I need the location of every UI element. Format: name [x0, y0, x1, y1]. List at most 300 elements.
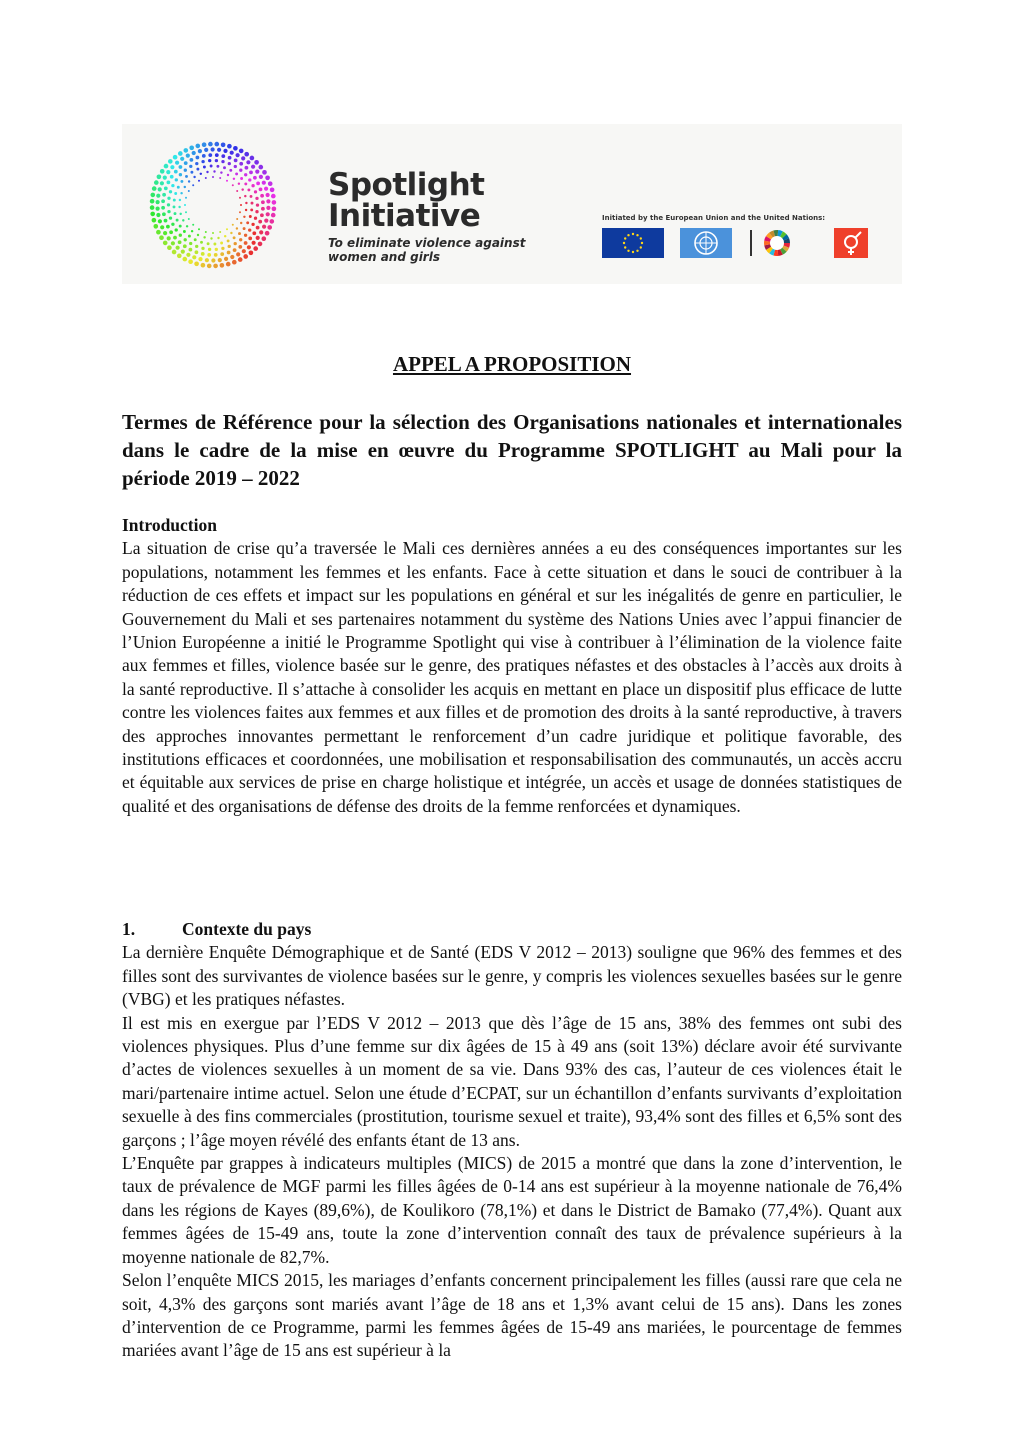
ring-dot — [193, 176, 195, 178]
ring-dot — [220, 242, 223, 245]
ring-dot — [235, 172, 238, 175]
ring-dot — [267, 225, 272, 230]
ring-dot — [189, 145, 194, 150]
ring-dot — [215, 153, 219, 157]
ring-dot — [229, 169, 232, 172]
ring-dot — [174, 170, 178, 174]
ring-dot — [170, 165, 174, 169]
ring-dot — [167, 197, 170, 200]
ring-dot — [211, 147, 215, 151]
ring-dot — [185, 211, 187, 213]
ring-dot — [181, 250, 185, 254]
ring-dot — [195, 144, 200, 149]
ring-dot — [152, 218, 157, 223]
ring-dot — [167, 203, 170, 206]
ring-dot — [230, 255, 234, 259]
ring-dot — [210, 165, 213, 168]
ring-dot — [271, 194, 276, 199]
ring-dot — [196, 168, 199, 171]
ring-dot — [169, 230, 173, 234]
ring-dot — [238, 182, 240, 184]
ring-dot — [220, 263, 225, 268]
ring-dot — [236, 227, 238, 229]
ring-dot — [177, 186, 180, 189]
ring-dot — [234, 242, 237, 245]
ring-dot — [179, 173, 182, 176]
ring-dot — [256, 203, 259, 206]
ring-dot — [178, 240, 182, 244]
ring-dot — [248, 237, 252, 241]
ring-dot — [233, 146, 238, 151]
ring-dot — [180, 192, 182, 194]
document-subtitle: Termes de Référence pour la sélection des Organisations nationales et internationales dans le cadre de la mise en œuvre du Programme SPOTLIGHT au Mali pour la période 2019 – 2022 — [122, 410, 902, 490]
ring-dot — [208, 142, 213, 147]
ring-dot — [195, 245, 198, 248]
ring-dot — [216, 165, 219, 168]
ring-dot — [247, 245, 251, 249]
ring-dot — [219, 177, 221, 179]
context-paragraph-2: Il est mis en exergue par l’EDS V 2012 – 2013 que dès l’âge de 15 ans, 38% des femmes ont subi des violences physiques. Plus d’une femme sur dix âgées de 15 à 49 ans (soit 13%) déclare avoir été survivante d’actes de violences sexuelles à un moment de sa vie. Dans 93% des cas, l’auteur de ces violences était le mari/partenaire intime actuel. Selon une étude d’ECPAT, sur un échantillon d’enfants survivants d’exploitation sexuelle à des fins commerciales (prostitution, tourisme sexuel et traite), 93,4% sont des filles et 6,5% sont des garçons ; l’âge moyen révélé des enfants étant de 13 ans. — [122, 1012, 902, 1150]
ring-dot — [262, 170, 267, 175]
ring-dot — [183, 148, 188, 153]
ring-dot — [258, 242, 263, 247]
ring-dot — [241, 156, 245, 160]
ring-dot — [232, 260, 237, 265]
ring-dot — [238, 245, 242, 249]
eu-star — [632, 233, 634, 235]
ring-dot — [197, 234, 199, 236]
ring-dot — [234, 159, 238, 163]
ring-dot — [239, 149, 244, 154]
ring-dot — [236, 190, 238, 192]
ring-dot — [153, 224, 158, 229]
ring-dot — [195, 162, 198, 165]
ring-dot — [198, 228, 200, 230]
ring-dot — [169, 190, 172, 193]
ring-dot — [201, 252, 205, 256]
ring-dot — [255, 197, 258, 200]
ring-dot — [190, 171, 193, 174]
ring-dot — [156, 207, 160, 211]
ring-dot — [154, 180, 159, 185]
ring-dot — [172, 250, 177, 255]
ring-dot — [223, 149, 227, 153]
ring-dot — [184, 204, 186, 206]
ring-dot — [192, 224, 194, 226]
ring-dot — [260, 194, 264, 198]
ring-dot — [251, 202, 254, 205]
ring-dot — [175, 178, 178, 181]
ring-dot — [167, 181, 171, 185]
ring-dot — [160, 169, 165, 174]
ring-dot — [214, 142, 219, 147]
ring-dot — [178, 206, 180, 208]
ring-dot — [221, 247, 224, 250]
ring-dot — [200, 173, 202, 175]
ring-dot — [227, 144, 232, 149]
introduction-heading: Introduction — [122, 515, 217, 535]
ring-dot — [256, 182, 260, 186]
ring-dot — [213, 170, 215, 172]
ring-dot — [184, 169, 187, 172]
ring-dot — [239, 169, 242, 172]
ring-dot — [239, 162, 243, 166]
ring-dot — [249, 171, 253, 175]
ring-dot — [272, 206, 277, 211]
ring-dot — [194, 261, 199, 266]
ring-dot — [224, 235, 226, 237]
ring-dot — [207, 242, 210, 245]
section-number: 1. — [122, 919, 136, 939]
ring-dot — [252, 241, 256, 245]
ring-dot — [242, 249, 246, 253]
ring-dot — [261, 200, 265, 204]
eu-star — [627, 234, 629, 236]
un-emblem-icon — [680, 228, 732, 258]
ring-dot — [268, 181, 273, 186]
ring-dot — [233, 178, 235, 180]
ring-dot — [266, 212, 270, 216]
ring-dot — [266, 206, 270, 210]
ring-dot — [201, 247, 204, 250]
ring-dot — [253, 246, 258, 251]
ring-dot — [261, 236, 266, 241]
ring-dot — [188, 235, 191, 238]
ring-dot — [221, 142, 226, 147]
eu-star — [640, 246, 642, 248]
ring-dot — [226, 262, 231, 267]
ring-dot — [236, 153, 240, 157]
ring-dot — [189, 165, 192, 168]
ring-dot — [208, 153, 212, 157]
ring-dot — [171, 223, 174, 226]
ring-dot — [234, 165, 237, 168]
ring-dot — [254, 190, 257, 193]
ring-dot — [260, 213, 264, 217]
ring-dot — [223, 166, 226, 169]
ring-dot — [255, 170, 259, 174]
ring-dot — [264, 219, 268, 223]
ring-dot — [240, 177, 243, 180]
ring-dot — [206, 171, 208, 173]
spotlight-banner — [122, 124, 902, 284]
ring-dot — [178, 151, 183, 156]
ring-dot — [156, 213, 160, 217]
ring-dot — [238, 232, 241, 235]
ring-dot — [213, 264, 218, 269]
ring-dot — [192, 255, 196, 259]
ring-dot — [228, 245, 231, 248]
ring-dot — [224, 257, 228, 261]
ring-dot — [174, 212, 177, 215]
ring-dot — [272, 200, 277, 205]
ring-dot — [202, 142, 207, 147]
context-section — [122, 918, 902, 1363]
ring-dot — [162, 193, 166, 197]
ring-dot — [156, 200, 160, 204]
ring-dot — [150, 205, 155, 210]
ring-dot — [212, 232, 214, 234]
ring-dot — [161, 206, 165, 210]
ring-dot — [167, 245, 172, 250]
ring-dot — [156, 194, 160, 198]
ring-dot — [264, 187, 268, 191]
ring-dot — [205, 231, 207, 233]
ring-dot — [158, 219, 162, 223]
ring-dot — [188, 190, 190, 192]
ring-dot — [251, 165, 255, 169]
ring-dot — [168, 159, 173, 164]
ring-dot — [192, 151, 196, 155]
ring-dot — [255, 210, 258, 213]
ring-dot — [254, 217, 257, 220]
introduction-section — [122, 514, 902, 818]
ring-dot — [248, 178, 251, 181]
ring-dot — [259, 188, 263, 192]
ring-dot — [251, 223, 254, 226]
eu-star — [636, 250, 638, 252]
eu-star — [632, 251, 634, 253]
ring-dot — [184, 186, 186, 188]
ring-dot — [164, 164, 169, 169]
ring-dot — [173, 236, 177, 240]
ring-dot — [239, 211, 241, 213]
ring-dot — [162, 212, 166, 216]
ring-dot — [179, 199, 181, 201]
ring-dot — [228, 162, 231, 165]
eu-star — [624, 246, 626, 248]
ring-dot — [228, 156, 232, 160]
ring-dot — [205, 258, 209, 262]
ring-dot — [186, 225, 188, 227]
ring-dot — [204, 148, 208, 152]
spotlight-ring-logo-icon — [148, 140, 278, 270]
eu-star — [623, 242, 625, 244]
ring-dot — [182, 257, 187, 262]
ring-dot — [161, 199, 165, 203]
ring-dot — [170, 175, 174, 179]
ring-dot — [246, 221, 249, 224]
ring-dot — [239, 197, 241, 199]
ring-dot — [190, 158, 194, 162]
ring-dot — [198, 180, 200, 182]
ring-dot — [202, 154, 206, 158]
ring-dot — [160, 181, 164, 185]
ring-dot — [217, 237, 219, 239]
ring-dot — [189, 242, 192, 245]
ring-dot — [227, 251, 231, 255]
ring-dot — [171, 184, 174, 187]
introduction-paragraph: La situation de crise qu’a traversée le Mali ces dernières années a eu des conséquences importantes sur les populations, notamment les femmes et les enfants. Face à cette situation et dans le souci de contribuer à la réduction de ces effets et impact sur les populations en général et sur les inégalités de genre en particulier, le Gouvernement du Mali et ses partenaires notamment du système des Nations Unies avec l’appui financier de l’Union Européenne a initié le Programme Spotlight qui vise à contribuer à l’élimination de la violence faite aux femmes et filles, violence basée sur le genre, des pratiques néfastes et des obstacles à l’accès aux droits à la santé reproductive. Il s’attache à consolider les acquis en mettant en place un dispositif plus efficace de lutte contre les violences faites aux femmes et aux filles et de promotion des droits à la santé reproductive, à travers des approches innovantes permettant le renforcement d’un cadre juridique et politique favorable, des institutions efficaces et coordonnées, une mobilisation et responsabilisation des communautés, un accès accru et équitable aux services de prise en charge holistique et intégrée, un accès et usage de données statistiques de qualité et des organisations de défense des droits de la femme renforcées et dynamiques. — [122, 538, 902, 816]
ring-dot — [239, 238, 242, 241]
ring-dot — [201, 263, 206, 268]
ring-dot — [243, 216, 245, 218]
ring-dot — [212, 176, 214, 178]
ring-dot — [227, 174, 229, 176]
ring-dot — [244, 173, 247, 176]
ring-dot — [236, 218, 238, 220]
ring-dot — [183, 230, 186, 233]
ring-dot — [173, 199, 176, 202]
ring-dot — [244, 182, 247, 185]
ring-dot — [200, 241, 203, 244]
initiated-by-text: Initiated by the European Union and the United Nations: — [602, 214, 826, 222]
eu-star — [640, 237, 642, 239]
sdg-wheel-icon — [760, 228, 794, 258]
ring-dot — [196, 156, 200, 160]
ring-dot — [221, 160, 224, 163]
ring-dot — [226, 228, 228, 230]
ring-dot — [244, 195, 246, 197]
ring-dot — [176, 246, 180, 250]
ring-dot — [201, 160, 204, 163]
ring-dot — [152, 186, 157, 191]
ring-dot — [214, 253, 218, 257]
ring-dot — [265, 175, 270, 180]
ring-dot — [166, 225, 170, 229]
ring-dot — [183, 244, 187, 248]
ring-dot — [179, 165, 183, 169]
ring-dot — [208, 159, 211, 162]
ring-dot — [251, 184, 254, 187]
ring-dot — [156, 230, 161, 235]
ring-dot — [245, 166, 249, 170]
ring-dot — [163, 176, 167, 180]
ring-dot — [186, 253, 190, 257]
ring-dot — [175, 161, 179, 165]
ring-dot — [243, 254, 248, 259]
context-heading — [122, 918, 902, 941]
ring-dot — [207, 253, 211, 257]
ring-dot — [266, 199, 270, 203]
ring-dot — [182, 219, 184, 221]
ring-dot — [166, 170, 170, 174]
ring-dot — [150, 193, 155, 198]
ring-dot — [243, 227, 246, 230]
ring-dot — [219, 231, 221, 233]
ring-dot — [150, 199, 155, 204]
context-paragraph-4: Selon l’enquête MICS 2015, les mariages d’enfants concernent principalement les filles (aussi rare que cela ne soit, 4,3% des garçons sont mariés avant l’âge de 18 ans et 1,3% avant celui de 15 ans). Dans les zones d’intervention de ce Programme, parmi les femmes âgées de 15-49 ans mariées, le pourcentage de femmes mariées avant l’âge de 15 ans est supérieur à la — [122, 1270, 902, 1361]
ring-dot — [238, 257, 243, 262]
ring-dot — [254, 160, 259, 165]
ring-dot — [203, 166, 206, 169]
ring-dot — [179, 234, 182, 237]
ring-dot — [164, 187, 168, 191]
ring-dot — [173, 205, 176, 208]
ring-dot — [179, 225, 182, 228]
ring-dot — [186, 154, 190, 158]
ring-dot — [207, 264, 212, 269]
ring-dot — [259, 175, 263, 179]
ring-dot — [179, 213, 181, 215]
ring-dot — [189, 248, 193, 252]
ring-dot — [160, 225, 164, 229]
ring-dot — [244, 241, 248, 245]
ring-dot — [221, 154, 225, 158]
ring-dot — [205, 177, 207, 179]
ring-dot — [169, 216, 172, 219]
ring-dot — [240, 222, 242, 224]
ring-dot — [233, 236, 236, 239]
ring-dot — [249, 215, 252, 218]
brand-name-line2: Initiative — [328, 198, 481, 234]
ring-dot — [230, 232, 232, 234]
ring-dot — [258, 165, 263, 170]
ring-dot — [256, 236, 260, 240]
ring-dot — [269, 219, 274, 224]
eu-star — [624, 237, 626, 239]
ring-dot — [194, 238, 197, 241]
ring-dot — [167, 210, 170, 213]
brand-tagline: To eliminate violence against women and girls — [328, 236, 526, 264]
ring-dot — [191, 230, 193, 232]
ring-dot — [184, 161, 188, 165]
ring-dot — [150, 212, 155, 217]
document-title: APPEL A PROPOSITION — [392, 352, 632, 376]
ring-dot — [226, 180, 228, 182]
eu-star — [636, 234, 638, 236]
ring-dot — [185, 197, 187, 199]
ring-dot — [177, 253, 182, 258]
ring-dot — [220, 171, 222, 173]
ring-dot — [198, 149, 202, 153]
ring-dot — [188, 218, 190, 220]
eu-star — [641, 242, 643, 244]
ring-dot — [245, 209, 247, 211]
context-paragraph-3: L’Enquête par grappes à indicateurs multiples (MICS) de 2015 a montré que dans la zone d’intervention, le taux de prévalence de MGF parmi les filles âgées de 0-14 ans est supérieur à la moyenne nationale de 76,4% dans les régions de Kayes (89,6%), de Koulikoro (78,1%) et dans le District de Bamako (77,4%). Quant aux femmes âgées de 15-49 ans, toute la zone d’intervention connaît des taux de prévalence supérieurs à la moyenne nationale de 82,7%. — [122, 1153, 902, 1267]
ring-dot — [173, 155, 178, 160]
ring-dot — [232, 184, 234, 186]
ring-dot — [164, 219, 168, 223]
ring-dot — [270, 187, 275, 192]
ring-dot — [241, 188, 243, 190]
ring-dot — [261, 207, 265, 211]
ring-dot — [250, 195, 253, 198]
ring-dot — [249, 250, 254, 255]
brand-name-line1: Spotlight — [328, 167, 485, 203]
ring-dot — [215, 248, 218, 251]
ring-dot — [252, 231, 256, 235]
ring-dot — [176, 219, 179, 222]
ring-dot — [188, 180, 190, 182]
ring-dot — [185, 175, 188, 178]
context-paragraph-1: La dernière Enquête Démographique et de Santé (EDS V 2012 – 2013) souligne que 96% des femmes et des filles sont des survivantes de violence basées sur le genre, y compris les violences sexuelles basées sur le genre (VBG) et les pratiques néfastes. — [122, 942, 902, 1010]
ring-dot — [163, 241, 168, 246]
ring-dot — [233, 248, 237, 252]
ring-dot — [217, 148, 221, 152]
ring-dot — [157, 174, 162, 179]
ring-dot — [232, 224, 234, 226]
ring-dot — [195, 250, 199, 254]
ring-dot — [250, 208, 253, 211]
ring-dot — [262, 181, 266, 185]
eu-flag-icon — [602, 228, 664, 258]
ring-dot — [244, 152, 249, 157]
ring-dot — [215, 159, 218, 162]
ring-dot — [248, 228, 251, 231]
ring-dot — [159, 235, 164, 240]
ring-dot — [211, 258, 215, 262]
ring-dot — [244, 234, 247, 237]
ring-dot — [259, 230, 263, 234]
ring-dot — [246, 160, 250, 164]
ring-dot — [230, 151, 234, 155]
ring-dot — [203, 236, 205, 238]
ring-dot — [188, 259, 193, 264]
ring-dot — [198, 257, 202, 261]
sdg5-gender-equality-icon — [834, 228, 868, 258]
ring-dot — [184, 238, 187, 241]
